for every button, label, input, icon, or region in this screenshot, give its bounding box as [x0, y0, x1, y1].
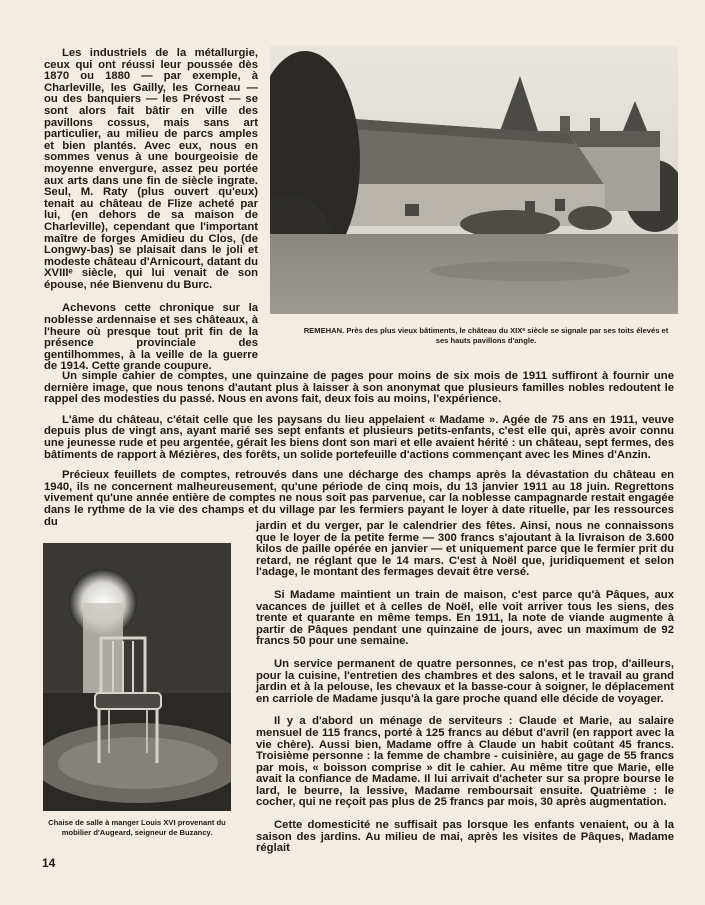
castle-caption	[300, 326, 672, 345]
paragraph-service: Un service permanent de quatre personnes, ce n'est pas trop, d'ailleurs, pour la cuisine, l'entretien des chambres et des salons, et le travail au grand jardin et à la pelouse, les chevaux et la basse-cour à soigner, le déplacement en carriole de Madame jusqu'à la gare proche quand elle décide de voyager.	[256, 657, 674, 705]
paragraph-feuillets: Précieux feuillets de comptes, retrouvés dans une décharge des champs après la dévastation du château en 1940, ils ne concernent malheureusement, qu'une période de cinq mois, du 13 janvier 1911 au 18 juin. Regrettons vivement qu'une année entière de comptes ne nous soit pas parvenue, car la noblesse campagnarde restait engagée dans le rythme de la vie des champs et du village par les fermiers payant le loyer à date rituelle, par les ressources du	[44, 469, 674, 528]
paragraph-ame: L'âme du château, c'était celle que les paysans du lieu appelaient « Madame ». Agée de 75 ans en 1911, veuve depuis plus de vingt ans, ayant marié ses sept enfants et plusieurs petits-enfants, c'est elle qui, après avoir connu une jeunesse rude et peu argentée, gérait les biens dont son mari et elle avaient hérité : un château, sept fermes, des bâtiments de rapport à Mézières, des forêts, un solide portefeuille d'actions commençant avec les Mines d'Anzin.	[44, 413, 674, 461]
paragraph-feuillets-cont: jardin et du verger, par le calendrier des fêtes. Ainsi, nous ne connaissons que le loyer de la petite ferme — 300 francs s'ajoutant à la livraison de 3.600 kilos de paille opérée en janvier — et uniquement parce que le fermier prit du retard, ne réglant que le 14 mars. C'est à Noël que, juridiquement et selon l'adage, le montant des fermages devait être versé.	[256, 520, 674, 579]
paragraph-domesticite: Cette domesticité ne suffisait pas lorsque les enfants venaient, ou à la saison des jardins. Au milieu de mai, après les visites de Pâques, Madame réglait	[256, 819, 674, 855]
castle-photo	[270, 46, 678, 314]
paragraph-paques: Si Madame maintient un train de maison, c'est parce qu'à Pâques, aux vacances de juillet et à celles de Noël, elle voit arriver tous les siens, des trente et quarante en même temps. En 1911, la note de viande augmente à partir de Pâques pendant une quinzaine de jours, avec un maximum de 92 francs 50 pour une semaine.	[256, 588, 674, 648]
paragraph-industriels: Les industriels de la métallurgie, ceux qui ont réussi leur poussée dès 1870 ou 1880 — par exemple, à Charleville, les Gailly, les Corneau — ou des banquiers — les Prévost — se sont alors fait bâtir en ville des pavillons cossus, mais sans art particulier, au milieu de parcs amples et bien plantés. Avec eux, nous en sommes venus à une bourgeoisie de moyenne envergure, assez peu portée aux arts dans une fin de siècle ingrate. Seul, M. Raty (plus ouvert qu'eux) tenait au château de Flize acheté par lui, (en dehors de sa maison de Charleville), cependant que l'important maître de forges Amidieu du Clos, (de Longwy-bas) se plaisait dans le joli et modeste château d'Arnicourt, datant du XVIIIᵉ siècle, qui lui venait de son épouse, née Bienvenu du Burc.	[44, 47, 258, 291]
caption-castle-text: Près des plus vieux bâtiments, le château du XIXᵉ siècle se signale par ses toits élevés et ses hauts pavillons d'angle.	[346, 326, 669, 345]
caption-chair-text: Chaise de salle à manger Louis XVI provenant du mobilier d'Augeard, seigneur de Buzancy.	[48, 818, 226, 837]
right-column-text	[256, 521, 674, 855]
chair-photo	[43, 543, 231, 811]
chair-caption	[43, 818, 231, 837]
page-number: 14	[42, 856, 56, 870]
left-column-text	[44, 48, 258, 373]
paragraph-menage: Il y a d'abord un ménage de serviteurs : Claude et Marie, au salaire mensuel de 115 francs, porté à 125 francs au début d'avril (en rapport avec la vie chère). Aussi bien, Madame offre à Claude un habit coûtant 45 francs. Troisième personne : la femme de chambre - cuisinière, au gage de 55 francs par mois, « boisson comprise » dit le cahier. Au même titre que Marie, elle avait la confiance de Madame. Il lui arrivait d'acheter sur sa propre bourse le lard, le beurre, la lessive, Madame remboursait ensuite. Quatrième : le cocher, qui ne reçoit pas plus de 25 francs par mois, 30 après augmentation.	[256, 715, 674, 809]
paragraph-achevons: Achevons cette chronique sur la noblesse ardennaise et ses châteaux, à l'heure où presque tout prit fin de la présence provinciale des gentilhommes, à la veille de la guerre de 1914. Cette grande coupure.	[44, 302, 258, 373]
paragraph-cahier: Un simple cahier de comptes, une quinzaine de pages pour moins de six mois de 1911 suffiront à fournir une dernière image, que nous tenons d'autant plus à laisser à son anonymat que plusieurs familles nobles redoutent le rappel des modesties du passé. Nous en avons fait, deux fois au moins, l'expérience.	[44, 370, 674, 406]
full-width-text	[44, 371, 674, 528]
caption-place-label: REMEHAN.	[303, 326, 345, 335]
